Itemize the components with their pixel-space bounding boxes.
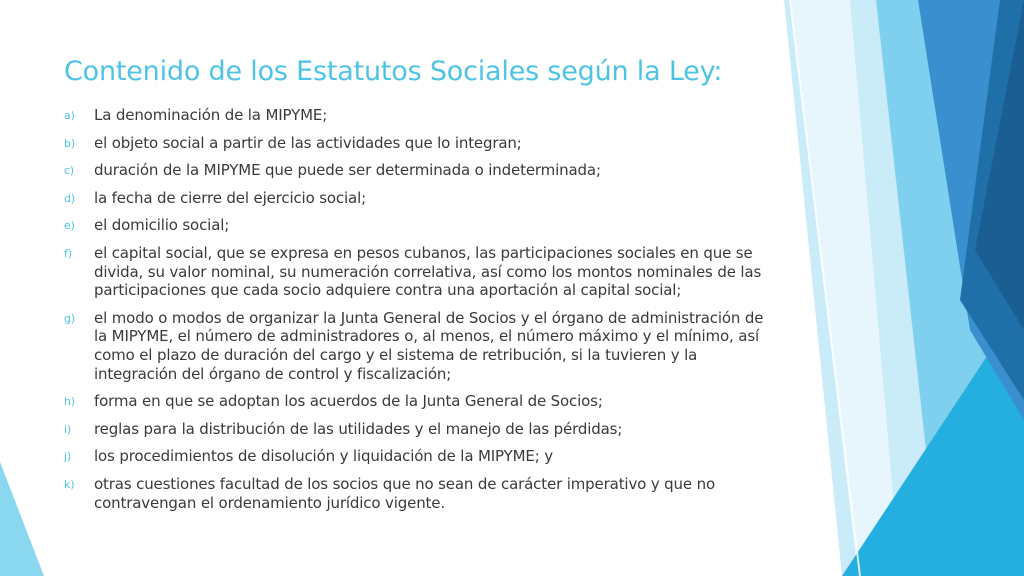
- list-item-text: forma en que se adoptan los acuerdos de la Junta General de Socios;: [94, 392, 603, 411]
- list-item-text: el objeto social a partir de las actividades que lo integran;: [94, 133, 522, 152]
- list-item: [64, 244, 776, 300]
- list-item-text: el domicilio social;: [94, 216, 230, 235]
- list-marker: h): [64, 395, 75, 409]
- list-item: [64, 189, 776, 208]
- list-item-text: los procedimientos de disolución y liquidación de la MIPYME; y: [94, 447, 553, 466]
- list-marker: k): [64, 477, 75, 491]
- list-item: [64, 475, 776, 512]
- list-item: [64, 216, 776, 235]
- list-item-text: el modo o modos de organizar la Junta General de Socios y el órgano de administración de la MIPYME, el número de administradores o, al menos, el número máximo y el mínimo, así como el plazo de duración del cargo y el sistema de retribución, si la tuvieren y la integración del órgano de control y fiscalización;: [94, 308, 764, 383]
- list-item-text: el capital social, que se expresa en pesos cubanos, las participaciones sociales en que se divida, su valor nominal, su numeración correlativa, así como los montos nominales de las participaciones que cada socio adquiere contra una aportación al capital social;: [94, 243, 762, 300]
- list-item: [64, 161, 776, 180]
- list-marker: f): [64, 246, 72, 260]
- list-item: [64, 106, 776, 125]
- list-marker: b): [64, 136, 75, 150]
- list-item: [64, 309, 776, 383]
- list-item: [64, 392, 776, 411]
- list-item-text: otras cuestiones facultad de los socios que no sean de carácter imperativo y que no contravengan el ordenamiento jurídico vigente.: [94, 474, 715, 512]
- statute-content-list: [64, 106, 776, 521]
- list-item-text: reglas para la distribución de las utilidades y el manejo de las pérdidas;: [94, 419, 623, 438]
- left-accent-shape: [0, 462, 44, 576]
- list-item-text: duración de la MIPYME que puede ser determinada o indeterminada;: [94, 161, 601, 180]
- list-marker: d): [64, 191, 75, 205]
- list-item: [64, 447, 776, 466]
- list-marker: i): [64, 422, 72, 436]
- list-marker: j): [64, 450, 72, 464]
- list-item: [64, 134, 776, 153]
- list-item-text: La denominación de la MIPYME;: [94, 106, 328, 124]
- list-item: [64, 420, 776, 439]
- slide-title: Contenido de los Estatutos Sociales según la Ley:: [64, 56, 723, 87]
- list-marker: c): [64, 164, 75, 178]
- list-item-text: la fecha de cierre del ejercicio social;: [94, 188, 366, 207]
- list-marker: a): [64, 109, 75, 122]
- list-marker: e): [64, 219, 75, 233]
- list-marker: g): [64, 311, 75, 325]
